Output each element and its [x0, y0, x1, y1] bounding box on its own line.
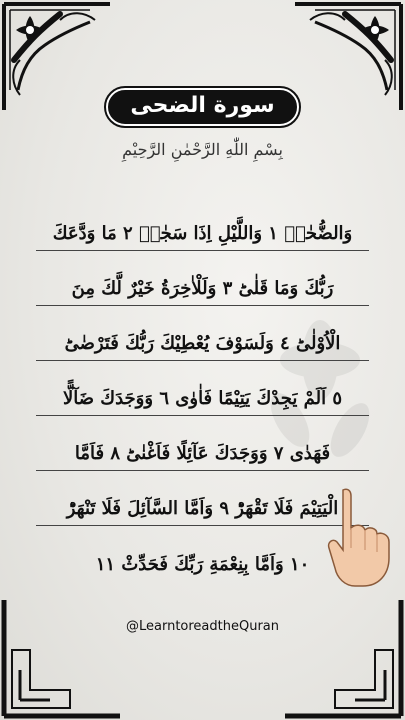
verse-line: ١٠ وَاَمَّا بِنِعْمَةِ رَبِّكَ فَحَدِّثْ ١١ [95, 554, 310, 575]
surah-title: سورة الضحى [106, 88, 298, 126]
verses-block [36, 196, 369, 581]
verse-line: فَهَدٰى ٧ وَوَجَدَكَ عَآئِلًا فَاَغْنٰىؕ ٨ فَاَمَّا [36, 416, 369, 471]
corner-ornament-bottom-left [0, 580, 140, 720]
verse-line: رَبُّكَ وَمَا قَلٰىؕ ٣ وَلَلْاٰخِرَةُ خَيْرٌ لَّكَ مِنَ [36, 251, 369, 306]
verse-line: وَالضُّحٰىۙ ١ وَاللَّيْلِ اِذَا سَجٰىۙ ٢ مَا وَدَّعَكَ [36, 196, 369, 251]
basmala-text: بِسْمِ اللّٰهِ الرَّحْمٰنِ الرَّحِيْمِ [122, 140, 283, 159]
verse-line: الْاُوْلٰىؕ ٤ وَلَسَوْفَ يُعْطِيْكَ رَبُّكَ فَتَرْضٰىؕ [36, 306, 369, 361]
verse-line: الْيَتِيْمَ فَلَا تَقْهَرْؕ ٩ وَاَمَّا السَّآئِلَ فَلَا تَنْهَرْؕ [36, 471, 369, 526]
pointing-hand-icon [325, 488, 395, 588]
corner-ornament-bottom-right [265, 580, 405, 720]
channel-handle: @LearntoreadtheQuran [125, 619, 280, 634]
verse-line: ٥ اَلَمْ يَجِدْكَ يَتِيْمًا فَاٰوٰى ٦ وَوَجَدَكَ ضَآلًّا [36, 361, 369, 416]
